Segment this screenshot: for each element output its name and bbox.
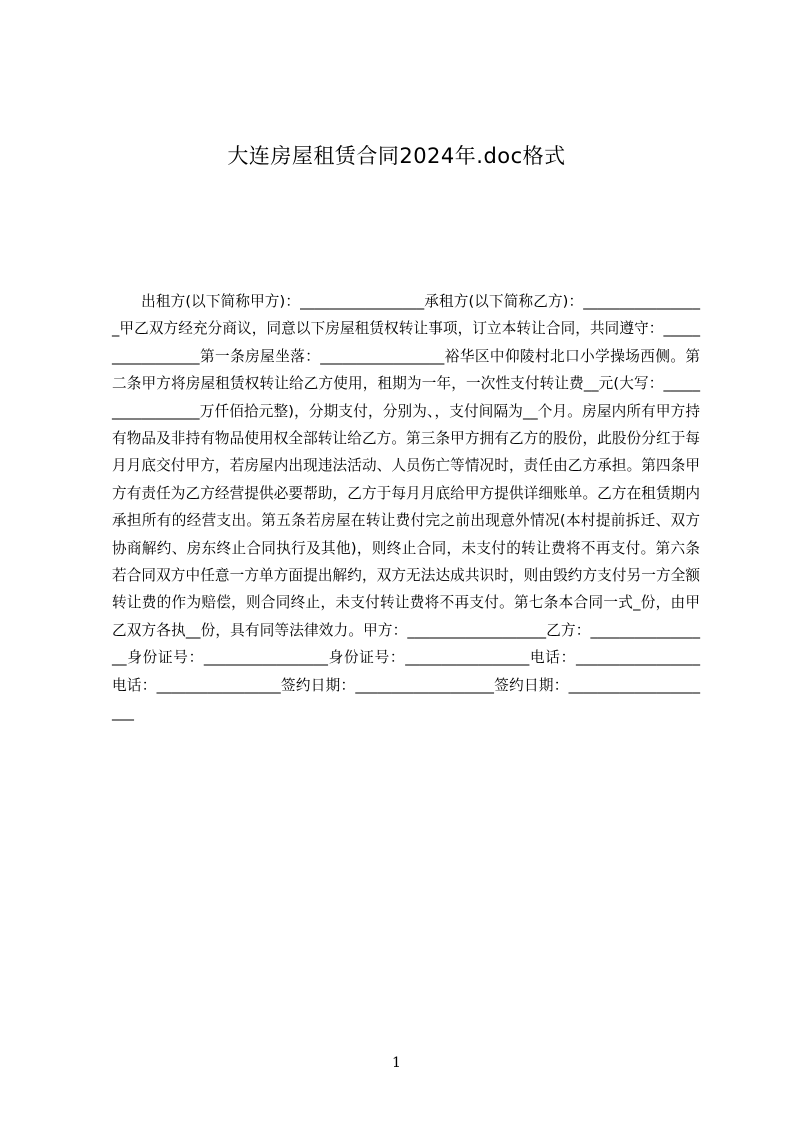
page-number: 1	[392, 1055, 401, 1071]
document-title: 大连房屋租赁合同2024年.doc格式	[227, 144, 566, 168]
contract-body-paragraph	[112, 288, 700, 727]
contract-body-text: 出租方(以下简称甲方)：_________________承租方(以下简称乙方)：_________________甲乙双方经充分商议，同意以下房屋租赁权转让事项，订立本转让合同，共同遵守：_________________第一条房屋坐落：_________________裕华区中仰陵村北口小学操场西侧。第二条甲方将房屋租赁权转让给乙方使用，租期为一年，一次性支付转让费__元(大写：_________________万仟佰拾元整)，分期支付，分别为、，支付间隔为__个月。房屋内所有甲方持有物品及非持有物品使用权全部转让给乙方。第三条甲方拥有乙方的股份，此股份分红于每月月底交付甲方，若房屋内出现违法活动、人员伤亡等情况时，责任由乙方承担。第四条甲方有责任为乙方经营提供必要帮助，乙方于每月月底给甲方提供详细账单。乙方在租赁期内承担所有的经营支出。第五条若房屋在转让费付完之前出现意外情况(本村提前拆迁、双方协商解约、房东终止合同执行及其他)，则终止合同，未支付的转让费将不再支付。第六条若合同双方中任意一方单方面提出解约，双方无法达成共识时，则由毁约方支付另一方全额转让费的作为赔偿，则合同终止，未支付转让费将不再支付。第七条本合同一式_份，由甲乙双方各执__份，具有同等法律效力。甲方：___________________乙方：_________________身份证号：_________________身份证号：_________________电话：_________________电话：_________________签约日期：___________________签约日期：_____________________	[112, 293, 700, 722]
